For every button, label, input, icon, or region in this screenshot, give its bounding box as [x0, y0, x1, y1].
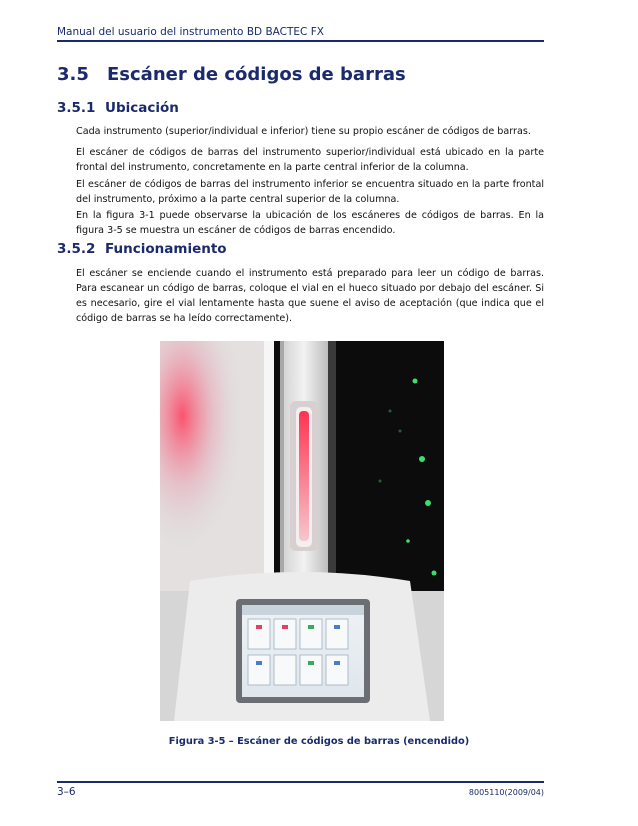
subsection-heading-operation [57, 241, 227, 257]
subsection-number: 3.5.1 [57, 100, 96, 116]
paragraph: El escáner de códigos de barras del instrumento superior/individual está ubicado en la parte frontal del instrumento, concretamente en la parte central inferior de la columna. [76, 147, 544, 173]
paragraph: Cada instrumento (superior/individual e inferior) tiene su propio escáner de códigos de barras. [76, 126, 531, 137]
manual-title: Manual del usuario del instrumento BD BACTEC FX [57, 26, 324, 38]
paragraph: El escáner se enciende cuando el instrumento está preparado para leer un código de barras. Para escanear un código de barras, coloque el vial en el hueco situado por debajo del escáner. Si es necesario, gire el vial lentamente hasta que suene el aviso de aceptación (que indica que el código de barras se ha leído correctamente). [76, 268, 544, 324]
document-code: 8005110(2009/04) [468, 788, 544, 797]
subsection-heading-location [57, 100, 179, 116]
paragraph: El escáner de códigos de barras del instrumento inferior se encuentra situado en la parte frontal del instrumento, próximo a la parte central superior de la columna. [76, 179, 544, 205]
subsection-title: Funcionamiento [105, 241, 227, 257]
scanner-photo [160, 341, 444, 721]
subsection-title: Ubicación [105, 100, 179, 116]
footer-rule [57, 781, 544, 783]
section-heading [57, 64, 406, 85]
scanner-illustration [160, 341, 444, 721]
page-number: 3–6 [57, 786, 76, 798]
header-rule [57, 40, 544, 42]
subsection-number: 3.5.2 [57, 241, 96, 257]
paragraph: En la figura 3-1 puede observarse la ubicación de los escáneres de códigos de barras. En la figura 3-5 se muestra un escáner de códigos de barras encendido. [76, 210, 544, 236]
figure-caption: Figura 3-5 – Escáner de códigos de barras (encendido) [168, 736, 470, 747]
section-title: Escáner de códigos de barras [107, 64, 406, 85]
section-number: 3.5 [57, 64, 89, 85]
